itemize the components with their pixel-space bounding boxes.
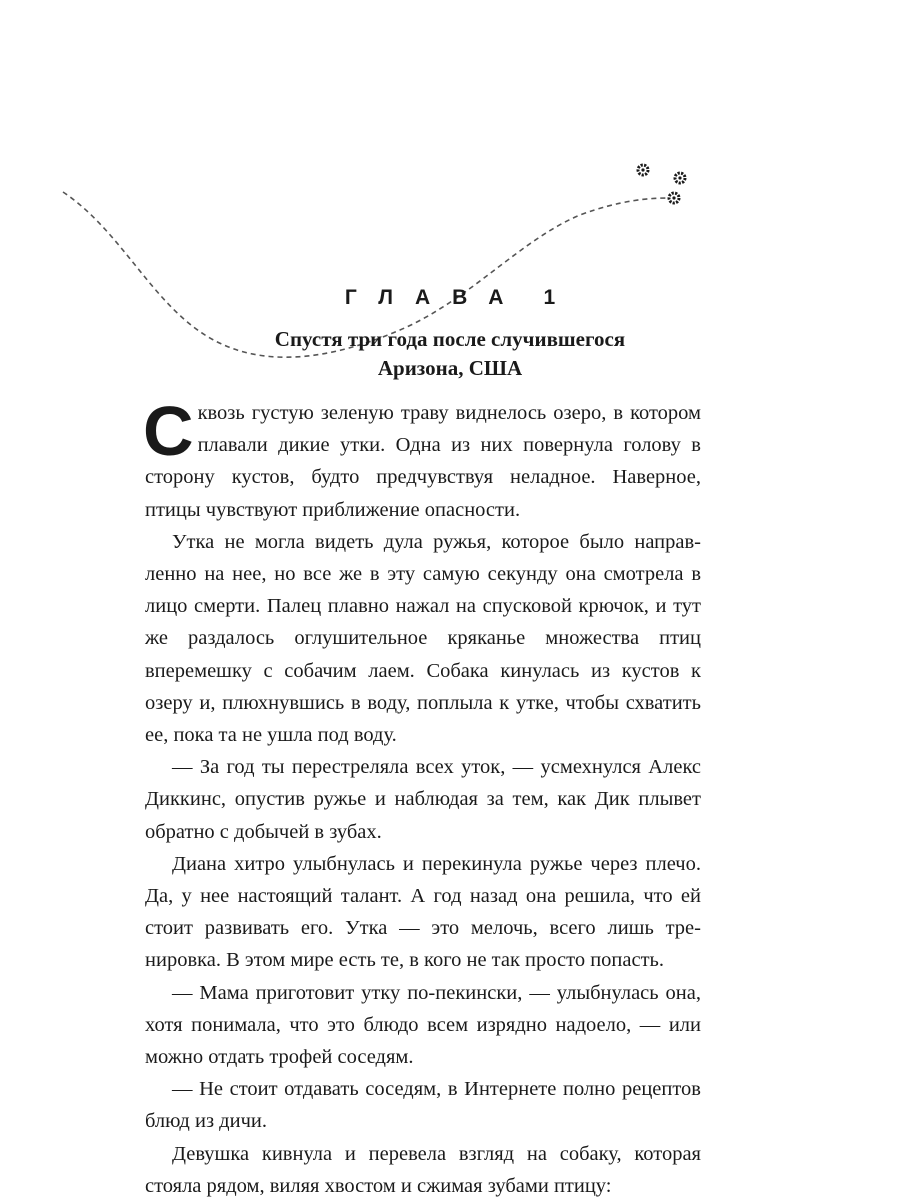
paragraph [143, 392, 701, 526]
paragraph: — За год ты перестреляла всех уток, — усмехнулся Алекс Диккинс, опустив ружье и наблюдая за тем, как Дик плывет обратно с добычей в зубах. [145, 756, 701, 843]
chapter-number: 1 [543, 286, 556, 309]
flower-icon [638, 165, 648, 175]
paragraph: Утка не могла видеть дула ружья, которое было направленно на нее, но все же в эту самую секунду она смотрела в лицо смерти. Палец плавно нажал на спусковой крючок, и тут же раздалось оглушительное кряканье множества птиц вперемешку с собачим лаем. Собака кинулась из кустов к озеру и, плюхнувшись в воду, поплыла к утке, чтобы схватить ее, пока та не ушла под воду. [145, 530, 701, 747]
chapter-heading [0, 286, 900, 310]
chapter-label: ГЛАВА [344, 286, 526, 309]
flower-icon [669, 193, 679, 203]
paragraph: — Не стоит отдавать соседям, в Интернете полно рецептов блюд из дичи. [145, 1078, 701, 1133]
paragraph-text: квозь густую зеленую траву виднелось озеро, в котором плавали дикие утки. Одна из них повернула голову в сторону кустов, будто предчувствуя неладное. Наверное, птицы чувствуют приближение опасности. [145, 402, 701, 521]
drop-cap: С [143, 392, 194, 470]
chapter-body [143, 392, 701, 1202]
chapter-subtitle-place: Аризона, США [377, 356, 523, 380]
flower-icon [675, 173, 685, 183]
paragraph: Девушка кивнула и перевела взгляд на собаку, которая стояла рядом, виляя хвостом и сжимая зубами птицу: [145, 1142, 701, 1197]
paragraph: — Мама приготовит утку по-пекински, — улыбнулась она, хотя понимала, что это блюдо всем изрядно надоело, — или можно отдать трофей соседям. [145, 981, 701, 1069]
chapter-subtitle-time: Спустя три года после случившегося [274, 327, 626, 351]
paragraph: Диана хитро улыбнулась и перекинула ружье через плечо. Да, у нее настоящий талант. А год назад она решила, что ей стоит развивать его. Утка — это мелочь, всего лишь тренировка. В этом мире есть те, в кого не так просто попасть. [145, 852, 701, 972]
